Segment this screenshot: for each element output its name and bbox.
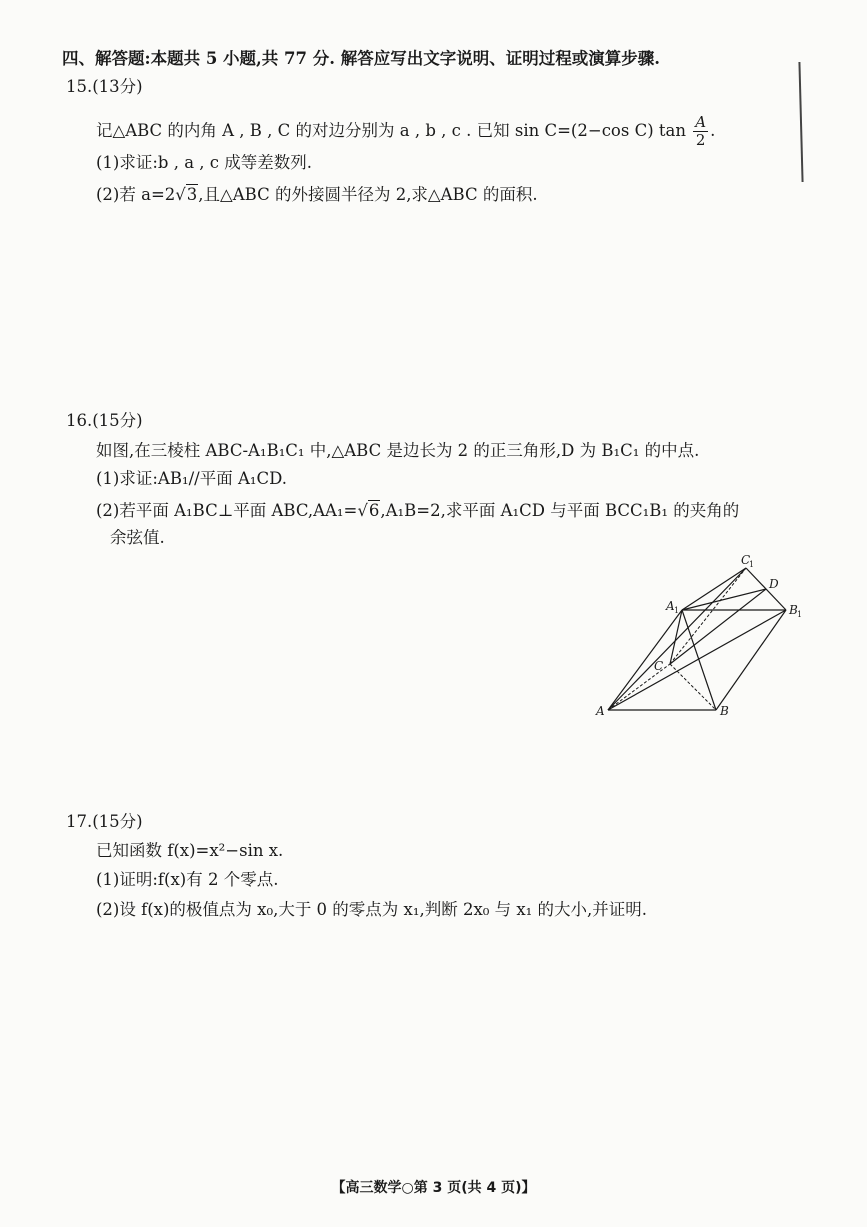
problem-15-statement: 记△ABC 的内角 A , B , C 的对边分别为 a , b , c . 已知 sin C=(2−cos C) tan $\frac{A}{2}$ . bbox=[96, 113, 716, 149]
fraction-numerator: A bbox=[695, 113, 707, 131]
problem-16-part-2-a: (2)若平面 A₁BC⊥平面 ABC,AA₁= bbox=[96, 501, 358, 520]
problem-16-statement: 如图,在三棱柱 ABC-A₁B₁C₁ 中,△ABC 是边长为 2 的正三角形,D 为 B₁C₁ 的中点. bbox=[96, 441, 700, 460]
sqrt-6: 6 bbox=[368, 501, 380, 520]
edge-bb1 bbox=[716, 610, 786, 710]
label-a1: A bbox=[666, 599, 675, 613]
problem-17-part-1: (1)证明:f(x)有 2 个零点. bbox=[96, 870, 279, 889]
problem-17-statement: 已知函数 f(x)=x²−sin x. bbox=[96, 841, 284, 860]
prism-edges bbox=[608, 568, 786, 710]
problem-15-part-1: (1)求证:b , a , c 成等差数列. bbox=[96, 153, 313, 172]
margin-mark bbox=[798, 62, 803, 182]
prism-figure bbox=[588, 552, 818, 724]
edge-ab1-diag bbox=[608, 568, 746, 710]
label-b1: B bbox=[789, 603, 798, 617]
problem-15-part-2-a: (2)若 a=2 bbox=[96, 185, 176, 204]
edge-cd bbox=[670, 589, 766, 664]
label-c1: C bbox=[741, 553, 751, 567]
page-footer: 【高三数学○第 3 页(共 4 页)】 bbox=[331, 1180, 536, 1196]
sqrt-3: 3 bbox=[186, 185, 198, 204]
problem-16-number: 16.(15分) bbox=[66, 411, 143, 430]
section-heading: 四、解答题:本题共 5 小题,共 77 分. 解答应写出文字说明、证明过程或演算步骤. bbox=[62, 49, 660, 68]
problem-16-part-2-b: ,A₁B=2,求平面 A₁CD 与平面 BCC₁B₁ 的夹角的 bbox=[380, 501, 740, 520]
problem-17-part-2: (2)设 f(x)的极值点为 x₀,大于 0 的零点为 x₁,判断 2x₀ 与 x₁ 的大小,并证明. bbox=[96, 900, 648, 919]
problem-15-part-2: (2)若 a=2√3,且△ABC 的外接圆半径为 2,求△ABC 的面积. bbox=[96, 185, 538, 204]
problem-15-number: 15.(13分) bbox=[66, 77, 143, 96]
hidden-edge-cc1 bbox=[670, 568, 746, 664]
fraction-a-over-2 bbox=[693, 114, 708, 149]
label-d: D bbox=[769, 577, 779, 591]
problem-16-part-2: (2)若平面 A₁BC⊥平面 ABC,AA₁=√6,A₁B=2,求平面 A₁CD 与平面 BCC₁B₁ 的夹角的 bbox=[96, 501, 740, 520]
problem-16-part-2-cont: 余弦值. bbox=[110, 528, 165, 547]
problem-15-statement-text: 记△ABC 的内角 A , B , C 的对边分别为 a , b , c . 已知 sin C=(2−cos C) tan bbox=[96, 121, 686, 140]
label-a: A bbox=[596, 704, 605, 718]
fraction-denominator: 2 bbox=[695, 131, 706, 149]
edge-a1c1 bbox=[682, 568, 746, 610]
problem-15-part-2-b: ,且△ABC 的外接圆半径为 2,求△ABC 的面积. bbox=[198, 185, 538, 204]
label-c1-sub: 1 bbox=[749, 560, 755, 569]
problem-16-part-1: (1)求证:AB₁//平面 A₁CD. bbox=[96, 469, 287, 488]
label-c: C bbox=[654, 659, 664, 673]
label-b: B bbox=[720, 704, 729, 718]
edge-a1b bbox=[682, 610, 716, 710]
label-b1-sub: 1 bbox=[797, 610, 803, 619]
label-a1-sub: 1 bbox=[674, 606, 680, 615]
problem-17-number: 17.(15分) bbox=[66, 812, 143, 831]
edge-ab1 bbox=[608, 610, 786, 710]
